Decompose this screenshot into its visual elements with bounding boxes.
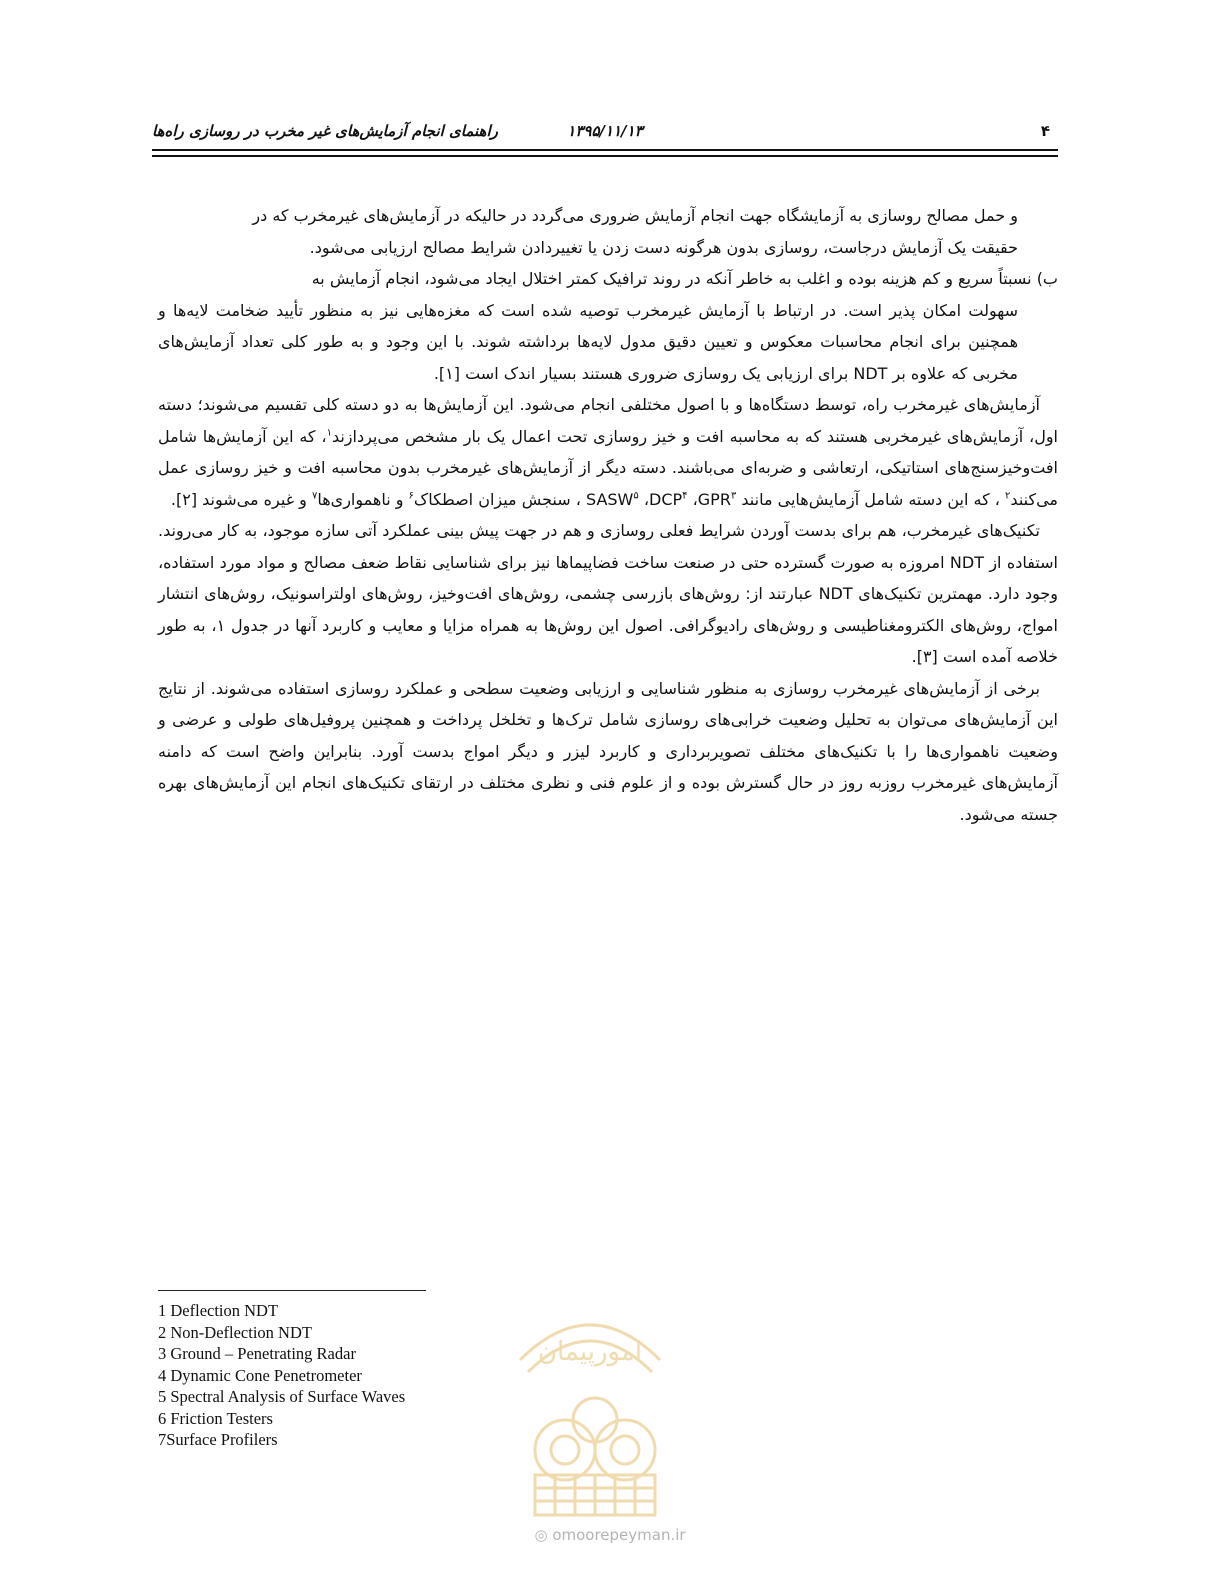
header-rule-top [152,149,1058,151]
footnotes [158,1300,518,1451]
ndt-term-3: NDT [818,584,853,603]
header-title: راهنمای انجام آزمایش‌های غیر مخرب در روسازی راه‌ها [152,122,498,140]
paragraph-2-line-c-post: برای ارزیابی یک روسازی ضروری هستند بسیار اندک است [۱]. [433,363,849,383]
paragraph-4 [158,515,1058,673]
paragraph-3-part-c: ، که این دسته شامل آزمایش‌هایی مانند [736,489,1006,509]
footnote-3: 3 Ground – Penetrating Radar [158,1344,356,1363]
paragraph-5: برخی از آزمایش‌های غیرمخرب روسازی به منظور شناسایی و ارزیابی وضعیت سطحی و عملکرد روسازی استفاده می‌شوند. از نتایج این آزمایش‌های می‌توان به تحلیل وضعیت خرابی‌های روسازی شامل ترک‌ها و تخلخل پرداخت و همچنین پروفیل‌های طولی و عرضی و وضعیت ناهمواری‌ها را با تکنیک‌های مختلف تصویربرداری و کاربرد لیزر و دیگر امواج بدست آورد. بنابراین واضح است که دامنه آزمایش‌های غیرمخرب روزبه روز در حال گسترش بوده و از علوم فنی و نظری مختلف در ارتقای تکنیک‌های انجام این آزمایش‌های بهره جسته می‌شود. [158,678,1058,824]
footnote-2: 2 Non-Deflection NDT [158,1322,312,1342]
paragraph-1b: حقیقت یک آزمایش درجاست، روسازی بدون هرگونه دست زدن یا تغییردادن شرایط مصالح ارزیابی می‌شود. [309,237,1018,257]
paragraph-3-part-d: ، سنجش میزان اصطکاک [413,489,586,509]
paragraph-1a: و حمل مصالح روسازی به آزمایشگاه جهت انجام آزمایش ضروری می‌گردد در حالیکه در آزمایش‌های غیرمخرب که در [252,206,1018,225]
footnote-ref-7: ۷ [311,490,318,502]
footer-url-text: omoorepeyman.ir [552,1526,686,1544]
footnote-1: 1 Deflection NDT [158,1301,279,1320]
paragraph-2 [158,263,1058,295]
paragraph-3: آزمایش‌های غیرمخرب راه، توسط دستگاه‌ها و با اصول مختلفی انجام می‌شود. این آزمایش‌ها به دو دسته کلی تقسیم می‌شوند؛ دسته اول، آزمایش‌های غیرمخربی هستند که به محاسبه افت و خیز روسازی تحت اعمال یک بار مشخص می‌پردازند$^۱$، که این آزمایش‌ها شامل افت‌وخیزسنج‌های استاتیکی، ارتعاشی و ضربه‌ای می‌باشند. دسته دیگر از آزمایش‌های غیرمخرب بدون محاسبه افت و خیز روسازی عمل می‌کنند$^۲$ ، که این دسته شامل آزمایش‌هایی مانند GPR$^۳$، DCP$^۴$، SASW$^۵$ ، سنجش میزان اصطکاک$^۶$ و ناهمواری‌ها$^۷$ و غیره می‌شوند [۲]. [158,395,1059,509]
footnote-6: 6 Friction Testers [158,1408,273,1428]
footer-url [500,1526,720,1544]
paragraph-4-part-b: امروزه به صورت گسترده حتی در صنعت ساخت فضاپیماها نیز برای شناسایی نقاط ضعف مصالح و مواد مورد استفاده، وجود دارد. مهمترین تکنیک‌های [158,552,1059,603]
paragraph-2-line-a: سهولت امکان پذیر است. در ارتباط با آزمایش غیرمخرب توصیه شده است که مغزه‌هایی نیز به منظور تأیید ضخامت [215,300,1019,320]
body-text [158,200,1058,830]
paragraph-2-line-b: لایه‌ها و همچنین برای انجام محاسبات معکوس و تعیین دقیق مدول لایه‌ها برداشته شوند. با این وجود و به طور کلی [158,300,1019,351]
paragraph-3-part-f: و غیره می‌شوند [۲]. [170,489,312,509]
header-rule-bottom [152,155,1058,157]
footnote-ref-2: ۲ [1005,490,1011,502]
paragraph-4-part-c: عبارتند از: روش‌های بازرسی چشمی، روش‌های افت‌وخیز، روش‌های اولتراسونیک، روش‌های انتشار امواج، روش‌های الکترومغناطیسی و روش‌های رادیوگرافی. اصول این روش‌ها به همراه مزایا و معایب و کاربرد آنها در جدول ۱، به طور خلاصه آمده است [۳]. [158,584,1058,666]
paragraph-2-line-c-pre: تعداد آزمایش‌های مخربی که علاوه بر [158,332,1018,383]
footnote-ref-5: ۵ [633,490,639,502]
paragraph-2-rest [158,295,1058,390]
footnote-separator [158,1290,426,1291]
page-header [152,118,1058,144]
page-number: ۴ [1040,122,1050,140]
header-date: ۱۳۹۵/۱۱/۱۳ [567,122,643,140]
ndt-term-2: NDT [949,552,984,572]
paragraph-4-part-a: تکنیک‌های غیرمخرب، هم برای بدست آوردن شرایط فعلی روسازی و هم در جهت پیش بینی عملکرد آتی سازه موجود، به کار می‌روند. استفاده از [158,521,1058,572]
abbr-sasw: SASW$^۵$ [586,489,639,509]
footnote-7: 7Surface Profilers [158,1430,278,1449]
paragraph-3-part-b: ، که این آزمایش‌ها شامل افت‌وخیزسنج‌های استاتیکی، ارتعاشی و ضربه‌ای می‌باشند. دسته دیگر از آزمایش‌های غیرمخرب بدون محاسبه افت و خیز روسازی عمل می‌کنند [158,426,1058,509]
watermark-logo-icon [480,1300,700,1520]
footnote-4: 4 Dynamic Cone Penetrometer [158,1365,362,1385]
footnote-ref-1: ۱ [326,427,332,439]
ndt-term: NDT [853,363,888,383]
paragraph-3-part-a: آزمایش‌های غیرمخرب راه، توسط دستگاه‌ها و با اصول مختلفی انجام می‌شود. این آزمایش‌ها به دو دسته کلی تقسیم می‌شوند؛ دسته اول، آزمایش‌های غیرمخربی هستند که به محاسبه افت و خیز روسازی تحت اعمال یک بار مشخص می‌پردازند [158,395,1059,446]
footnote-ref-6: ۶ [408,490,414,502]
abbr-gpr: GPR$^۳$ [697,489,737,509]
globe-icon: ◎ [534,1526,548,1544]
paragraph-3-part-e: و ناهمواری‌ها [317,489,409,509]
footnote-ref-3: ۳ [730,490,737,502]
abbr-dcp: DCP$^۴$ [649,489,688,509]
footnote-5: 5 Spectral Analysis of Surface Waves [158,1387,406,1406]
watermark-logo-text: امورپیمان [537,1337,643,1367]
paragraph-2-first: ب) نسبتاً سریع و کم هزینه بوده و اغلب به خاطر آنکه در روند ترافیک کمتر اختلال ایجاد می‌شود، انجام آزمایش به [311,269,1058,288]
footnote-ref-4: ۴ [682,490,688,502]
